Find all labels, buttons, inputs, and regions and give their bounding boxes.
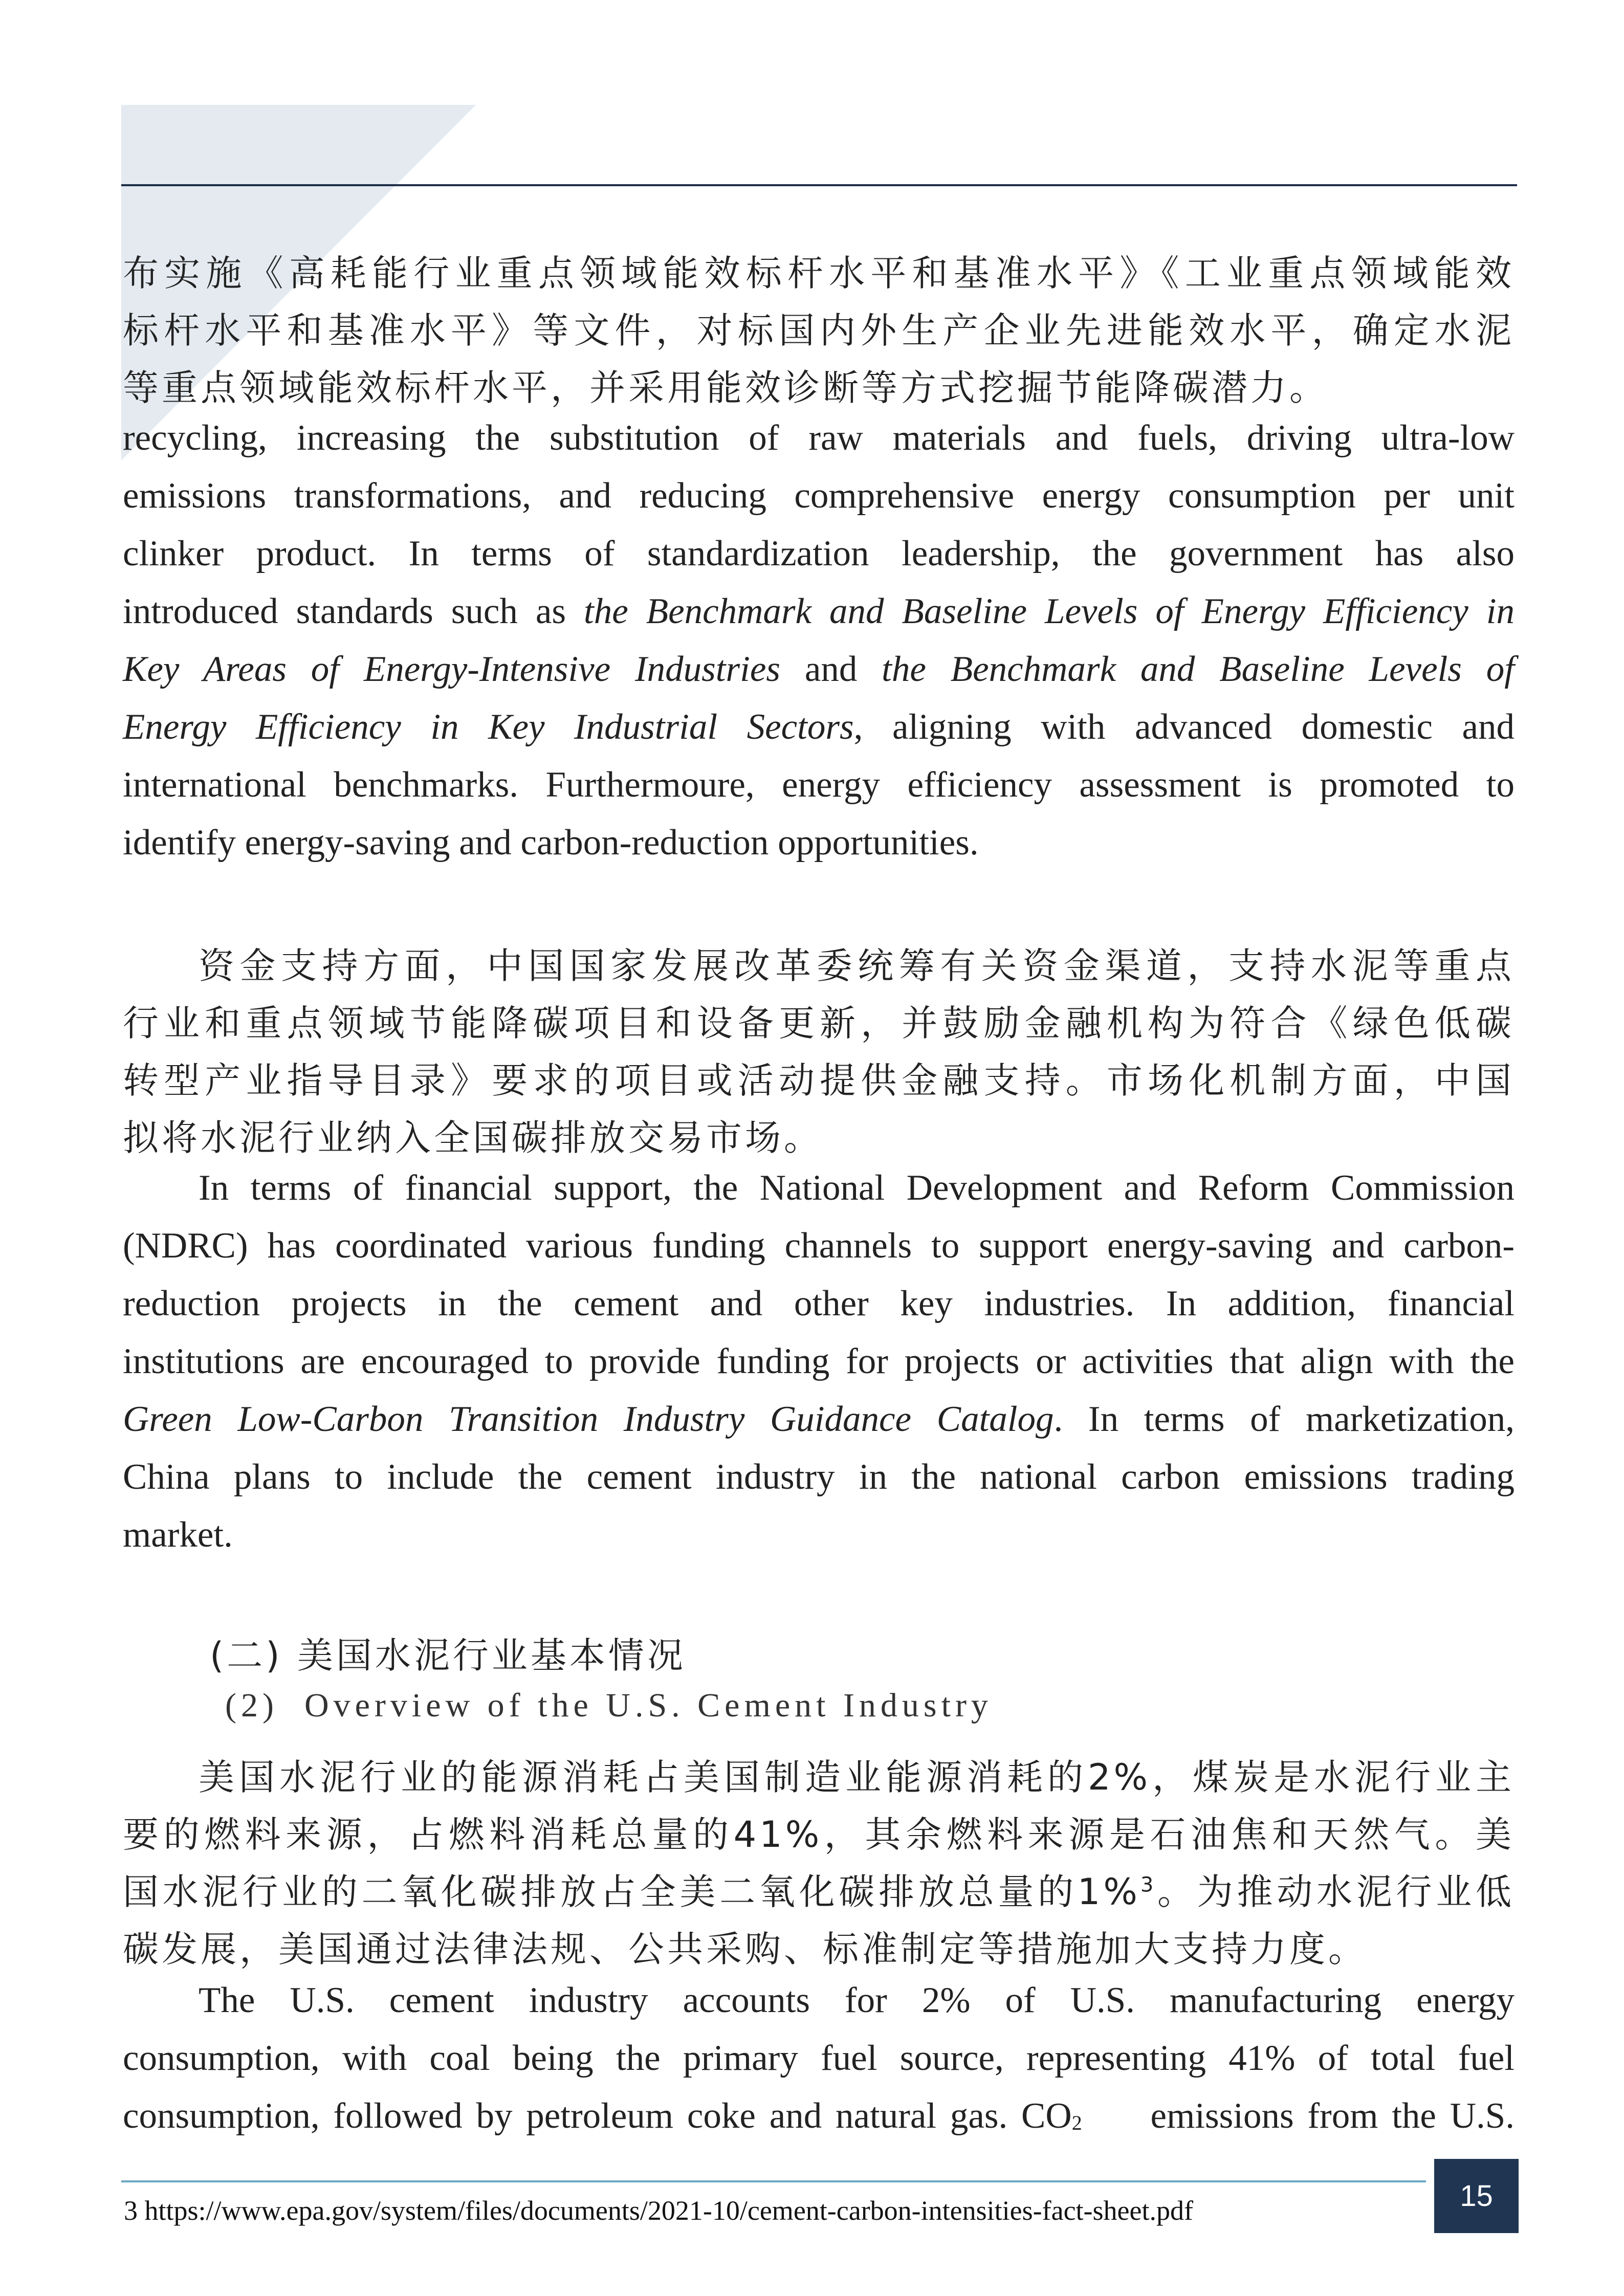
catalog-title: Green Low-Carbon Transition Industry Guidance Catalog	[123, 1399, 1054, 1439]
text-line: clinker product. In terms of standardization leadership, the government has also	[123, 534, 1515, 573]
page-number-box	[1434, 2159, 1519, 2233]
text-run: . In terms of marketization,	[1054, 1399, 1515, 1439]
standard-title: the Benchmark and Baseline Levels of Energy Efficiency in	[584, 591, 1515, 631]
text-run: 。为推动水泥行业低	[1156, 1871, 1515, 1913]
text-line: 要的燃料来源，占燃料消耗总量的41%，其余燃料来源是石油焦和天然气。美	[123, 1814, 1515, 1856]
text-line: emissions transformations, and reducing comprehensive energy consumption per unit	[123, 476, 1515, 516]
text-line	[123, 641, 1515, 698]
section-heading-chinese: (二) 美国水泥行业基本情况	[210, 1635, 686, 1676]
text-line: In terms of financial support, the National Development and Reform Commission	[199, 1168, 1515, 1208]
text-run: emissions from the U.S.	[1082, 2096, 1515, 2136]
text-line: 等重点领域能效标杆水平，并采用能效诊断等方式挖掘节能降碳潜力。	[123, 367, 1328, 409]
text-line: reduction projects in the cement and other key industries. In addition, financial	[123, 1284, 1515, 1323]
text-run: 国水泥行业的二氧化碳排放占全美二氧化碳排放总量的1%	[123, 1871, 1140, 1913]
section-heading-english: (2) Overview of the U.S. Cement Industry	[225, 1687, 993, 1724]
text-line: recycling, increasing the substitution of raw materials and fuels, driving ultra-low	[123, 418, 1515, 458]
paragraph-1-chinese	[123, 245, 1515, 416]
text-line: The U.S. cement industry accounts for 2% of U.S. manufacturing energy	[199, 1980, 1515, 2020]
text-run: introduced standards such as	[123, 591, 584, 631]
text-run: consumption, followed by petroleum coke and natural gas. CO	[123, 2096, 1072, 2136]
standard-title: the Benchmark and Baseline Levels of	[882, 649, 1515, 689]
paragraph-2-chinese	[123, 937, 1515, 1166]
text-line: (NDRC) has coordinated various funding channels to support energy-saving and carbon-	[123, 1226, 1515, 1266]
page-number: 15	[1460, 2179, 1493, 2213]
text-line: 标杆水平和基准水平》等文件，对标国内外生产企业先进能效水平，确定水泥	[123, 310, 1515, 351]
text-line	[123, 1863, 1515, 1920]
text-line: 碳发展，美国通过法律法规、公共采购、标准制定等措施加大支持力度。	[123, 1928, 1367, 1970]
text-line: 资金支持方面，中国国家发展改革委统筹有关资金渠道，支持水泥等重点	[199, 945, 1515, 987]
paragraph-3-english	[123, 1972, 1515, 2152]
standard-title: Energy Efficiency in Key Industrial Sectors	[123, 707, 854, 747]
text-line: 转型产业指导目录》要求的项目或活动提供金融支持。市场化机制方面，中国	[123, 1059, 1515, 1101]
text-line: consumption, with coal being the primary fuel source, representing 41% of total fuel	[123, 2038, 1515, 2078]
text-line: international benchmarks. Furthermoure, energy efficiency assessment is promoted to	[123, 765, 1515, 805]
text-line: market.	[123, 1515, 233, 1555]
text-line: identify energy-saving and carbon-reduction opportunities.	[123, 823, 979, 863]
text-line: 布实施《高耗能行业重点领域能效标杆水平和基准水平》《工业重点领域能效	[123, 252, 1515, 294]
paragraph-3-chinese	[123, 1749, 1515, 1978]
subscript: 2	[1071, 2111, 1082, 2134]
text-line: 行业和重点领域节能降碳项目和设备更新，并鼓励金融机构为符合《绿色低碳	[123, 1002, 1515, 1044]
header-rule	[121, 184, 1517, 186]
text-line: 美国水泥行业的能源消耗占美国制造业能源消耗的2%，煤炭是水泥行业主	[199, 1756, 1515, 1798]
text-line	[123, 583, 1515, 641]
text-line	[123, 2087, 1515, 2152]
text-line: 拟将水泥行业纳入全国碳排放交易市场。	[123, 1117, 823, 1159]
text-run: , aligning with advanced domestic and	[853, 707, 1515, 747]
footnote: 3 https://www.epa.gov/system/files/documents/2021-10/cement-carbon-intensities-fact-sheet.pdf	[124, 2195, 1193, 2226]
text-run: and	[780, 649, 882, 689]
text-line: China plans to include the cement industry in the national carbon emissions trading	[123, 1457, 1515, 1497]
text-line	[123, 698, 1515, 756]
text-line: institutions are encouraged to provide funding for projects or activities that align with the	[123, 1341, 1515, 1381]
paragraph-2-english	[123, 1159, 1515, 1564]
footer-rule	[121, 2180, 1426, 2182]
text-line	[123, 1390, 1515, 1448]
standard-title: Key Areas of Energy-Intensive Industries	[123, 649, 780, 689]
paragraph-1-english	[123, 409, 1515, 872]
footnote-reference: 3	[1140, 1873, 1157, 1897]
